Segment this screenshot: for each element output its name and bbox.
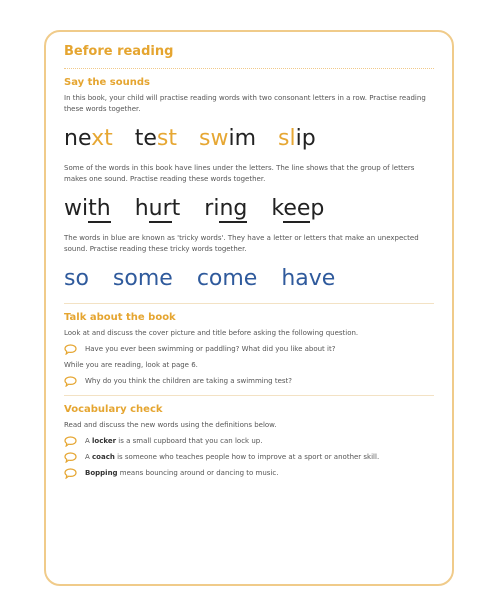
tricky-word: have [281, 266, 336, 291]
lines-explanation: Some of the words in this book have lines under the letters. The line shows that the group of letters makes one sound. Practise reading these words together. [64, 164, 415, 183]
tricky-word: come [196, 266, 258, 291]
tricky-words-explanation: The words in blue are known as 'tricky words'. They have a letter or letters that make an unexpected sound. Practise reading these tricky words together. [64, 234, 419, 253]
sound-words-row [64, 125, 434, 153]
vocab-item [64, 468, 434, 479]
underlined-word: keep [271, 196, 325, 221]
question-text: Have you ever been swimming or paddling? What did you like about it? [85, 345, 336, 353]
divider [64, 303, 434, 304]
tricky-words-row [64, 265, 434, 293]
vocab-definition: A locker is a small cupboard that you can lock up. [85, 437, 263, 445]
talk-intro: Look at and discuss the cover picture and title before asking the following question. [64, 329, 359, 337]
question-row [64, 344, 434, 355]
divider [64, 68, 434, 69]
tricky-word: so [64, 266, 89, 291]
divider [64, 395, 434, 396]
sound-word: next [64, 126, 113, 151]
sound-word: test [134, 126, 178, 151]
question-text: Why do you think the children are taking a swimming test? [85, 377, 292, 385]
tricky-word: some [112, 266, 173, 291]
vocab-heading: Vocabulary check [64, 404, 163, 415]
underlined-word: hurt [134, 196, 181, 221]
sound-word: swim [199, 126, 257, 151]
underlined-words-row [64, 195, 434, 223]
say-sounds-intro: In this book, your child will practise reading words with two consonant letters in a row. Practise reading these words together. [64, 94, 426, 113]
speech-bubble-icon [64, 376, 77, 387]
underlined-word: ring [204, 196, 248, 221]
before-reading-card [44, 30, 454, 586]
speech-bubble-icon [64, 436, 77, 447]
talk-heading: Talk about the book [64, 312, 176, 323]
talk-mid-text: While you are reading, look at page 6. [64, 361, 198, 369]
page-title: Before reading [64, 44, 174, 59]
speech-bubble-icon [64, 344, 77, 355]
speech-bubble-icon [64, 468, 77, 479]
question-row [64, 376, 434, 387]
vocab-definition: A coach is someone who teaches people how to improve at a sport or another skill. [85, 453, 380, 461]
say-sounds-heading: Say the sounds [64, 77, 150, 88]
vocab-intro: Read and discuss the new words using the definitions below. [64, 421, 277, 429]
vocab-item [64, 452, 434, 463]
vocab-item [64, 436, 434, 447]
sound-word: slip [278, 126, 316, 151]
vocab-definition: Bopping means bouncing around or dancing to music. [85, 469, 279, 477]
speech-bubble-icon [64, 452, 77, 463]
underlined-word: with [64, 196, 111, 221]
